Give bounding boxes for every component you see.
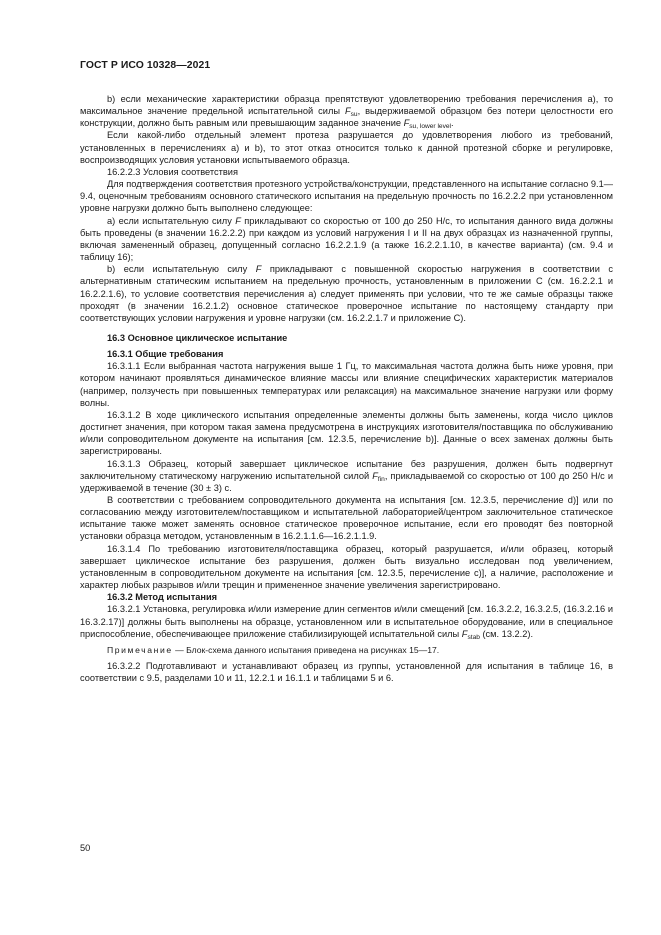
- note: [80, 644, 613, 656]
- paragraph-item-a: [80, 215, 613, 264]
- symbol-f: F: [461, 628, 468, 639]
- subscript: su, lower level: [409, 123, 452, 131]
- text-run: прикладывают с повышенной скоростью нагружения в соответствии с альтернативным статическим испытанием на предельную прочность, установленным в приложении С (см. 16.2.2.1 и 16.2.2.1.6), то условие соответствия перечисления а) следует применять при условии, что те же самые образцы также проходят (в значении 16.2.1.2) основное статическое проверочное испытание по настоящему стандарту при соответствующих условии нагружения и уровне нагрузки (см. 16.2.2.1.7 и приложение С).: [80, 264, 613, 323]
- symbol-f: F: [344, 106, 351, 117]
- paragraph-conformity: Для подтверждения соответствия протезного устройства/конструкции, представленного на испытание согласно 9.1—9.4, оценочным требованиям основного статического испытания на предельную прочность по 16.2.2.2 при установленном уровне нагрузки должно быть выполнено следующее:: [80, 179, 613, 214]
- heading-16-3-2: 16.3.2 Метод испытания: [107, 592, 218, 603]
- symbol-f: F: [403, 118, 410, 129]
- clause-16-3-1-3: [80, 458, 613, 494]
- heading-16-3: 16.3 Основное циклическое испытание: [107, 332, 288, 343]
- text-run: прикладывают со скоростью от 100 до 250 Н/с, то испытания данного вида должны быть проведены (в значении 16.2.2.2) при каждом из условий нагружения I и II на двух образцах из назначенной группы, включая замененный образец, допущенный согласно 16.2.2.1.9 (а также 16.2.2.1.10, в качестве варианта) (см. 9.4 и таблицу 16);: [80, 215, 613, 263]
- clause-16-3-1-4: 16.3.1.4 По требованию изготовителя/поставщика образец, который разрушается, и/или образец, который завершает циклическое испытание без разрушения, должен быть визуально исследован под увеличением, установленным в сопроводительном документе на испытания [см. 12.3.5, перечисление c)], а наличие, расположение и характер любых разрывов и/или трещин и примененное значение увеличения зарегистрировано.: [80, 543, 613, 591]
- subscript: su: [350, 111, 358, 119]
- text-run: а) если испытательную силу: [107, 215, 236, 226]
- paragraph-b-su: [80, 93, 613, 129]
- text-run: , прикладываемой со скоростью от 100 до 250 Н/с и удерживаемой в течение (30 ± 3) с.: [80, 470, 613, 493]
- subscript: stab: [467, 633, 480, 641]
- subscript: fin: [377, 475, 385, 483]
- clause-16-3-1-1: 16.3.1.1 Если выбранная частота нагружения выше 1 Гц, то максимальная частота должна быть ниже уровня, при котором начинают проявляться динамическое влияние массы или влияние специфических характеристик материалов (например, ползучесть при повышенных температурах или релаксация) на максимальное значение нагрузки или форму волны.: [80, 361, 613, 408]
- text-run: b) если испытательную силу: [107, 264, 256, 275]
- clause-16-3-1-2: 16.3.1.2 В ходе циклического испытания определенные элементы должны быть заменены, когда число циклов достигнет значения, при котором такая замена предусмотрена в инструкциях изготовителя/поставщика по обслуживанию и/или сопроводительном документе на испытания [см. 12.3.5, перечисление b)]. Данные о всех заменах должны быть зарегистрированы.: [80, 409, 613, 457]
- running-header: ГОСТ Р ИСО 10328—2021: [80, 60, 211, 71]
- clause-16-3-2-1: [80, 603, 613, 639]
- paragraph-item-b: [80, 263, 613, 324]
- clause-16-2-2-3: 16.2.2.3 Условия соответствия: [107, 166, 238, 177]
- note-text: — Блок-схема данного испытания приведена на рисунках 15—17.: [172, 644, 440, 655]
- text-run: .: [451, 118, 454, 129]
- heading-16-3-1: 16.3.1 Общие требования: [107, 349, 224, 360]
- text-run: 16.3.1.3 Образец, который завершает циклическое испытание без разрушения, должен быть подвергнут заключительному статическому нагружению испытательной силой: [80, 458, 613, 481]
- text-run: , выдерживаемой образцом без потери целостности его конструкции, должно быть равным или превышающим заданное значение: [80, 106, 614, 129]
- note-label: Примечание: [107, 644, 173, 655]
- symbol-f: F: [235, 215, 241, 226]
- symbol-f: F: [255, 264, 262, 275]
- text-run: 16.3.2.1 Установка, регулировка и/или измерение длин сегментов и/или смещений [см. 16.3.2.2, 16.3.2.5, (16.3.2.16 и 16.3.2.17)] должны быть выполнены на образце, установленном или в испытательное оборудование, или в специальное приспособление, обеспечивающее приложение стабилизирующей испытательной силы: [80, 604, 613, 639]
- paragraph-failure: Если какой-либо отдельный элемент протеза разрушается до удовлетворения любого из требований, установленных в перечислениях а) и b), то этот отказ относится только к данной протезной сборке и регулировке, воспроизводящих условия установки испытываемого образца.: [80, 130, 613, 165]
- text-run: b) если механические характеристики образца препятствуют удовлетворению требования перечисления а), то максимальное значение предельной испытательной силы: [80, 94, 613, 117]
- clause-16-3-2-2: 16.3.2.2 Подготавливают и устанавливают образец из группы, установленной для испытания в таблице 16, в соответствии с 9.5, разделами 10 и 11, 12.2.1 и 16.1.1 и таблицами 5 и 6.: [80, 660, 613, 684]
- symbol-f: F: [372, 470, 378, 481]
- page-number: 50: [80, 843, 91, 853]
- paragraph-final-static: В соответствии с требованием сопроводительного документа на испытания [см. 12.3.5, перечисление d)] или по согласованию между изготовителем/поставщиком и испытательной лабораторией/центром заключительное статическое испытание также может заменять основное статическое проверочное испытание, если его проводят без повторной установки образца методом, установленным в 16.2.1.1.6—16.2.1.1.9.: [80, 495, 613, 542]
- body-text: [80, 93, 613, 684]
- text-run: (см. 13.2.2).: [479, 628, 534, 639]
